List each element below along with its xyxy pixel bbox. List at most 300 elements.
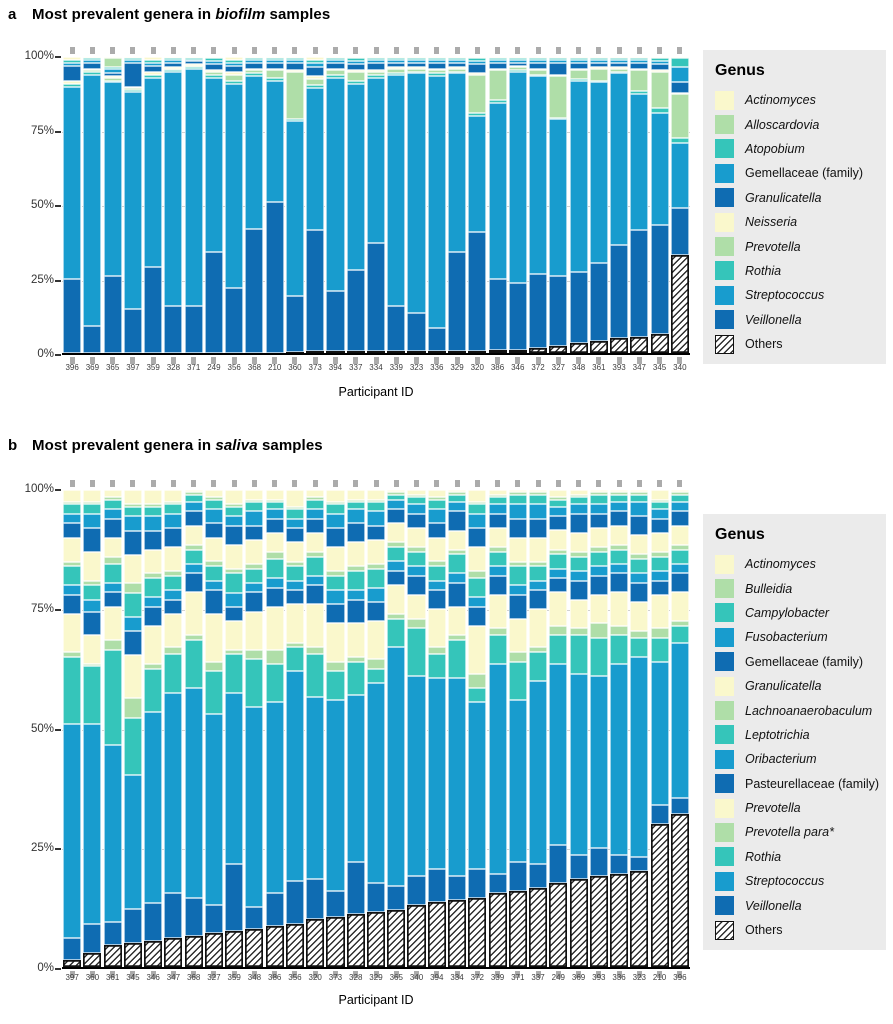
segment-rothia — [428, 654, 446, 678]
segment-prevotella-parastar — [245, 650, 263, 660]
legend-label: Campylobacter — [745, 605, 830, 620]
segment-streptococcus — [185, 69, 203, 306]
bar-participant-210 — [651, 490, 669, 967]
legend-item-neisseria — [715, 210, 874, 234]
segment-granulicatella — [549, 63, 567, 75]
segment-granulicatella — [509, 538, 527, 562]
segment-prevotella — [549, 592, 567, 625]
segment-prevotella-parastar — [489, 628, 507, 635]
segment-oribacterium — [671, 564, 689, 574]
segment-prevotella-parastar — [651, 628, 669, 638]
segment-lachnoanaerobaculum — [266, 552, 284, 559]
segment-rothia — [144, 669, 162, 712]
bar-participant-372 — [468, 490, 486, 967]
segment-oribacterium — [164, 590, 182, 600]
segment-oribacterium — [225, 593, 243, 607]
segment-streptococcus — [387, 75, 405, 306]
segment-prevotella-parastar — [630, 631, 648, 638]
segment-rothia — [671, 626, 689, 643]
segment-rothia — [245, 659, 263, 707]
x-axis-top-tick — [333, 480, 338, 487]
panel-a-title-text: Most prevalent genera in biofilm samples — [32, 6, 331, 23]
segment-fusobacterium — [468, 514, 486, 528]
segment-actinomyces — [266, 490, 284, 500]
prevotella-parastar-swatch — [715, 823, 734, 842]
segment-leptotrichia — [367, 569, 385, 588]
x-tick-label-372: 372 — [531, 363, 545, 372]
segment-prevotella — [185, 592, 203, 635]
x-tick-label-397: 397 — [126, 363, 140, 372]
segment-oribacterium — [590, 566, 608, 576]
x-axis-top-tick — [313, 47, 318, 54]
x-tick-label-394: 394 — [328, 363, 343, 372]
x-tick-label-348: 348 — [571, 363, 586, 372]
segment-pasteurellaceae-family — [266, 588, 284, 607]
x-axis-top-tick — [130, 47, 135, 54]
segment-veillonella — [468, 869, 486, 898]
segment-pasteurellaceae-family — [104, 592, 122, 606]
bar-participant-336 — [610, 490, 628, 967]
segment-pasteurellaceae-family — [205, 590, 223, 614]
segment-rothia — [367, 669, 385, 683]
y-axis-tick — [55, 205, 61, 207]
segment-streptococcus — [407, 73, 425, 313]
segment-pasteurellaceae-family — [489, 576, 507, 595]
x-tick-label-396: 396 — [673, 973, 687, 982]
legend-label: Prevotella — [745, 239, 801, 254]
segment-prevotella — [509, 619, 527, 652]
x-tick-label-360: 360 — [288, 363, 302, 372]
segment-veillonella — [407, 876, 425, 905]
segment-streptococcus — [347, 84, 365, 270]
panel-b-letter: b — [8, 437, 18, 454]
segment-gemellaceae-family — [104, 519, 122, 538]
prevotella-swatch — [715, 237, 734, 256]
segment-campylobacter — [104, 500, 122, 510]
segment-prevotella — [306, 604, 324, 647]
segment-streptococcus — [630, 657, 648, 857]
segment-oribacterium — [286, 581, 304, 591]
segment-streptococcus — [124, 92, 142, 308]
legend-label: Leptotrichia — [745, 727, 810, 742]
x-axis-top-tick — [130, 480, 135, 487]
x-axis-top-tick — [414, 480, 419, 487]
legend-item-gemellaceae-family — [715, 161, 874, 185]
campylobacter-swatch — [715, 603, 734, 622]
segment-streptococcus — [245, 76, 263, 228]
segment-granulicatella — [347, 542, 365, 566]
y-axis-label-100: 100% — [24, 483, 54, 495]
segment-fusobacterium — [286, 519, 304, 529]
segment-granulicatella — [671, 82, 689, 92]
segment-others — [651, 334, 669, 353]
x-axis-top-tick — [434, 47, 439, 54]
segment-streptococcus — [104, 745, 122, 921]
segment-gemellaceae-family — [651, 519, 669, 533]
segment-others — [387, 351, 405, 352]
y-axis-label-75: 75% — [30, 124, 54, 137]
neisseria-swatch — [715, 213, 734, 232]
segment-campylobacter — [124, 507, 142, 517]
biofilm-legend — [703, 50, 886, 364]
segment-pasteurellaceae-family — [83, 612, 101, 636]
x-axis-top-tick — [495, 47, 500, 54]
segment-campylobacter — [630, 495, 648, 502]
segment-fusobacterium — [387, 500, 405, 510]
x-tick-label-210: 210 — [652, 973, 667, 982]
segment-campylobacter — [590, 495, 608, 505]
segment-oribacterium — [266, 578, 284, 588]
x-axis-top-tick — [677, 480, 682, 487]
bar-participant-365 — [387, 490, 405, 967]
legend-item-veillonella — [715, 893, 874, 917]
y-axis-tick — [55, 729, 61, 731]
segment-oribacterium — [529, 581, 547, 591]
x-axis-top-tick — [394, 480, 399, 487]
segment-leptotrichia — [225, 573, 243, 592]
segment-others — [489, 350, 507, 353]
x-axis-top-tick — [292, 47, 297, 54]
x-tick-label-396: 396 — [65, 363, 79, 372]
segment-veillonella — [306, 230, 324, 351]
segment-streptococcus — [549, 664, 567, 845]
bar-participant-360 — [83, 490, 101, 967]
segment-rothia — [570, 635, 588, 673]
bar-participant-340 — [407, 490, 425, 967]
bar-participant-361 — [104, 490, 122, 967]
segment-streptococcus — [83, 724, 101, 924]
x-axis-top-tick — [191, 47, 196, 54]
y-axis-label-75: 75% — [30, 602, 54, 615]
segment-pasteurellaceae-family — [448, 583, 466, 607]
panel-a-title — [8, 6, 330, 23]
segment-veillonella — [529, 274, 547, 348]
segment-prevotella — [225, 621, 243, 650]
segment-campylobacter — [651, 502, 669, 509]
bar-participant-356 — [286, 490, 304, 967]
legend-label: Lachnoanaerobaculum — [745, 703, 873, 718]
granulicatella-swatch — [715, 188, 734, 207]
segment-prevotella — [610, 592, 628, 625]
x-tick-label-327: 327 — [207, 973, 221, 982]
segment-streptococcus — [468, 702, 486, 869]
y-axis-tick — [55, 609, 61, 611]
leptotrichia-swatch — [715, 725, 734, 744]
segment-others — [671, 255, 689, 353]
segment-veillonella — [63, 279, 81, 353]
segment-streptococcus — [610, 73, 628, 245]
segment-fusobacterium — [245, 511, 263, 525]
segment-gemellaceae-family — [185, 511, 203, 525]
x-axis-top-tick — [677, 47, 682, 54]
x-tick-label-329: 329 — [369, 973, 383, 982]
pasteurellaceae-family-swatch — [715, 774, 734, 793]
segment-streptococcus — [347, 695, 365, 862]
segment-veillonella — [286, 296, 304, 352]
segment-others — [205, 933, 223, 966]
bar-participant-323 — [630, 490, 648, 967]
segment-prevotella — [651, 72, 669, 108]
segment-fusobacterium — [205, 509, 223, 523]
segment-gemellaceae-family — [407, 514, 425, 528]
segment-streptococcus — [651, 662, 669, 805]
x-tick-label-373: 373 — [328, 973, 343, 982]
bar-participant-394 — [326, 57, 344, 353]
segment-veillonella — [448, 876, 466, 900]
bar-participant-373 — [306, 57, 324, 353]
prevotella-swatch — [715, 799, 734, 818]
x-tick-label-359: 359 — [146, 363, 160, 372]
x-axis-top-tick — [495, 480, 500, 487]
segment-campylobacter — [225, 507, 243, 517]
segment-veillonella — [104, 276, 122, 353]
segment-oribacterium — [448, 573, 466, 583]
segment-others — [407, 351, 425, 352]
segment-rothia — [326, 671, 344, 700]
segment-streptococcus — [671, 143, 689, 208]
segment-oribacterium — [326, 590, 344, 604]
y-axis-label-25: 25% — [30, 273, 54, 286]
segment-oribacterium — [306, 576, 324, 586]
segment-actinomyces — [144, 490, 162, 504]
segment-veillonella — [326, 291, 344, 352]
others-swatch — [715, 921, 734, 940]
segment-others — [367, 912, 385, 967]
segment-others — [83, 953, 101, 967]
legend-item-atopobium — [715, 137, 874, 161]
legend-item-actinomyces — [715, 552, 874, 576]
segment-others — [549, 346, 567, 353]
x-axis-top-tick — [353, 47, 358, 54]
segment-granulicatella — [83, 552, 101, 581]
segment-leptotrichia — [83, 585, 101, 599]
segment-pasteurellaceae-family — [225, 607, 243, 621]
segment-veillonella — [367, 243, 385, 351]
bar-participant-339 — [489, 490, 507, 967]
x-axis-top-tick — [211, 480, 216, 487]
segment-others — [651, 824, 669, 967]
legend-label: Atopobium — [745, 141, 805, 156]
bar-participant-356 — [225, 57, 243, 353]
legend-item-prevotella-parastar — [715, 820, 874, 844]
segment-others — [630, 337, 648, 353]
segment-veillonella — [651, 805, 669, 824]
x-tick-label-365: 365 — [105, 363, 120, 372]
segment-rothia — [205, 671, 223, 714]
segment-campylobacter — [367, 502, 385, 512]
segment-streptococcus — [529, 681, 547, 865]
bar-participant-359 — [144, 57, 162, 353]
bar-participant-340 — [671, 57, 689, 353]
segment-leptotrichia — [286, 566, 304, 580]
segment-rothia — [651, 638, 669, 662]
x-tick-label-373: 373 — [308, 363, 322, 372]
segment-pasteurellaceae-family — [407, 576, 425, 595]
x-axis-top-tick — [394, 47, 399, 54]
x-axis-top-tick — [455, 480, 460, 487]
segment-prevotella-parastar — [610, 626, 628, 636]
segment-prevotella — [326, 623, 344, 661]
segment-prevotella — [266, 607, 284, 650]
bar-participant-327 — [549, 57, 567, 353]
veillonella-swatch — [715, 310, 734, 329]
segment-others — [286, 352, 304, 353]
segment-prevotella — [549, 76, 567, 117]
bar-participant-372 — [529, 57, 547, 353]
segment-leptotrichia — [387, 547, 405, 561]
segment-granulicatella — [448, 531, 466, 550]
x-tick-label-320: 320 — [308, 973, 322, 982]
segment-pasteurellaceae-family — [347, 600, 365, 624]
segment-streptococcus — [144, 78, 162, 267]
segment-actinomyces — [83, 490, 101, 502]
bar-participant-345 — [124, 490, 142, 967]
bar-participant-347 — [630, 57, 648, 353]
segment-veillonella — [225, 864, 243, 931]
segment-granulicatella — [407, 528, 425, 547]
segment-granulicatella — [286, 63, 304, 70]
bar-participant-368 — [185, 490, 203, 967]
segment-rothia — [286, 647, 304, 671]
segment-streptococcus — [266, 702, 284, 893]
segment-pasteurellaceae-family — [570, 581, 588, 600]
segment-campylobacter — [326, 504, 344, 514]
legend-label: Oribacterium — [745, 752, 817, 767]
x-tick-label-346: 346 — [511, 363, 525, 372]
segment-leptotrichia — [63, 566, 81, 585]
segment-others — [428, 902, 446, 966]
x-axis-top-tick — [70, 47, 75, 54]
segment-others — [185, 936, 203, 967]
segment-fusobacterium — [651, 509, 669, 519]
bar-participant-345 — [651, 57, 669, 353]
segment-rothia — [448, 640, 466, 678]
segment-rothia — [83, 666, 101, 723]
segment-campylobacter — [428, 500, 446, 510]
x-axis-top-tick — [151, 47, 156, 54]
segment-others — [671, 814, 689, 967]
segment-pasteurellaceae-family — [428, 590, 446, 609]
segment-rothia — [104, 650, 122, 745]
saliva-legend-title: Genus — [715, 526, 765, 543]
legend-item-leptotrichia — [715, 723, 874, 747]
segment-veillonella — [590, 848, 608, 877]
segment-gemellaceae-family — [286, 528, 304, 542]
bar-participant-334 — [448, 490, 466, 967]
segment-leptotrichia — [104, 564, 122, 583]
segment-leptotrichia — [306, 557, 324, 576]
saliva-legend-items — [715, 552, 880, 942]
segment-granulicatella — [570, 533, 588, 552]
segment-leptotrichia — [266, 559, 284, 578]
segment-streptococcus — [306, 697, 324, 878]
saliva-legend — [703, 514, 886, 950]
y-axis-tick — [55, 489, 61, 491]
y-axis-label-50: 50% — [30, 722, 54, 735]
x-tick-label-394: 394 — [430, 973, 444, 982]
bar-participant-320 — [306, 490, 324, 967]
segment-others — [367, 351, 385, 352]
segment-gemellaceae-family — [124, 531, 142, 555]
segment-granulicatella — [225, 545, 243, 569]
segment-veillonella — [164, 893, 182, 938]
x-tick-label-369: 369 — [85, 363, 100, 372]
segment-gemellaceae-family — [630, 516, 648, 535]
segment-others — [549, 883, 567, 966]
segment-campylobacter — [83, 504, 101, 514]
bar-participant-249 — [205, 57, 223, 353]
actinomyces-swatch — [715, 91, 734, 110]
segment-others — [407, 905, 425, 967]
segment-streptococcus — [448, 678, 466, 876]
bar-participant-396 — [671, 490, 689, 967]
bar-participant-397 — [63, 490, 81, 967]
x-axis-top-tick — [536, 480, 541, 487]
segment-prevotella — [468, 75, 486, 113]
x-tick-label-346: 346 — [146, 973, 160, 982]
legend-item-prevotella — [715, 234, 874, 258]
saliva-stacked-bar-plot — [62, 490, 690, 969]
segment-veillonella — [326, 891, 344, 917]
veillonella-swatch — [715, 896, 734, 915]
segment-others — [347, 351, 365, 352]
bar-participant-337 — [347, 57, 365, 353]
segment-others — [286, 924, 304, 967]
segment-others — [164, 938, 182, 967]
segment-veillonella — [347, 862, 365, 914]
segment-granulicatella — [468, 547, 486, 571]
x-axis-top-tick — [596, 47, 601, 54]
segment-others — [529, 348, 547, 352]
legend-item-lachnoanaerobaculum — [715, 698, 874, 722]
x-axis-top-tick — [475, 480, 480, 487]
legend-item-streptococcus — [715, 869, 874, 893]
segment-veillonella — [529, 864, 547, 888]
segment-leptotrichia — [205, 566, 223, 580]
segment-leptotrichia — [245, 569, 263, 583]
segment-leptotrichia — [428, 566, 446, 580]
segment-fusobacterium — [610, 502, 628, 512]
legend-label: Fusobacterium — [745, 630, 828, 645]
segment-veillonella — [549, 276, 567, 346]
x-tick-label-361: 361 — [592, 363, 606, 372]
segment-leptotrichia — [610, 550, 628, 564]
segment-streptococcus — [407, 676, 425, 876]
segment-veillonella — [306, 879, 324, 920]
segment-rothia — [266, 664, 284, 702]
segment-oribacterium — [124, 617, 142, 631]
segment-gemellaceae-family — [468, 528, 486, 547]
bar-participant-328 — [164, 57, 182, 353]
x-tick-label-361: 361 — [105, 973, 120, 982]
x-tick-label-336: 336 — [430, 363, 444, 372]
segment-streptococcus — [124, 775, 142, 909]
segment-others — [468, 351, 486, 352]
segment-others — [225, 931, 243, 967]
y-axis-label-0: 0% — [37, 348, 54, 360]
segment-oribacterium — [407, 566, 425, 576]
segment-streptococcus — [529, 76, 547, 274]
segment-veillonella — [570, 272, 588, 343]
segment-fusobacterium — [144, 516, 162, 530]
segment-oribacterium — [489, 566, 507, 576]
segment-streptococcus — [164, 72, 182, 306]
segment-oribacterium — [549, 569, 567, 579]
legend-label: Gemellaceae (family) — [745, 166, 864, 181]
segment-prevotella — [347, 623, 365, 656]
biofilm-legend-items — [715, 88, 874, 356]
y-axis-tick — [55, 968, 61, 970]
